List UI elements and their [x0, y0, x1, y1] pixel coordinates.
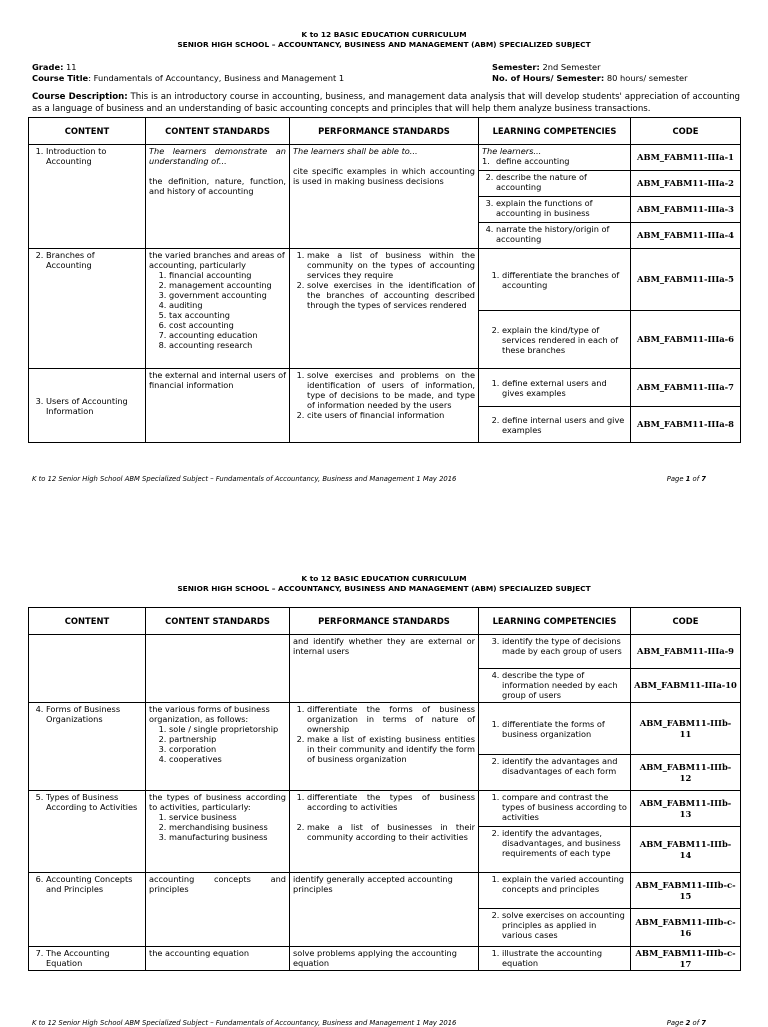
ps-text: cite specific examples in which accounting is used in making business decisions	[293, 166, 475, 187]
cs-text: the definition, nature, function, and history of accounting	[149, 176, 286, 197]
course-description-label: Course Description:	[32, 92, 128, 102]
learning-competency-cell	[479, 407, 631, 443]
course-title-label: Course Title	[32, 72, 89, 83]
learning-competency-cell	[479, 873, 631, 909]
code-cell: ABM_FABM11-IIIb-c-17	[631, 947, 741, 971]
code-cell: ABM_FABM11-IIIa-1	[631, 145, 741, 171]
page-number-of: of	[690, 1019, 702, 1027]
ps-item: 1. solve exercises and problems on the identification of users of information, type of decisions to be made, and type of information needed by the users	[307, 370, 475, 410]
content-standards-cell	[146, 791, 290, 873]
page-number-current: 2	[685, 1019, 691, 1027]
code-cell: ABM_FABM11-IIIb-11	[631, 703, 741, 755]
table-row	[29, 635, 741, 669]
code-cell: ABM_FABM11-IIIb-13	[631, 791, 741, 827]
lc-item: 2. identify the advantages, disadvantages, and business requirements of each type	[502, 828, 627, 858]
page-number	[667, 1019, 706, 1027]
content-standards-cell	[146, 369, 290, 443]
lc-item: 1. compare and contrast the types of business according to activities	[502, 792, 627, 822]
cs-item: 6. cost accounting	[169, 320, 286, 330]
lc-lead: The learners...	[482, 146, 542, 157]
code-cell: ABM_FABM11-IIIb-14	[631, 827, 741, 873]
content-item: 5. Types of Business According to Activities	[46, 792, 142, 812]
cs-item: 2. management accounting	[169, 280, 286, 290]
ps-item: 2. cite users of financial information	[307, 410, 475, 420]
code-cell: ABM_FABM11-IIIa-6	[631, 311, 741, 369]
table-row	[29, 791, 741, 827]
content-cell	[29, 791, 146, 873]
table-header-row	[29, 118, 741, 145]
content-cell	[29, 873, 146, 947]
ps-item: 1. differentiate the types of business according to activities	[307, 792, 475, 812]
content-standards-cell	[146, 145, 290, 249]
code-cell: ABM_FABM11-IIIa-7	[631, 369, 741, 407]
curriculum-subtitle: SENIOR HIGH SCHOOL – ACCOUNTANCY, BUSINESS AND MANAGEMENT (ABM) SPECIALIZED SUBJECT	[177, 583, 591, 593]
lc-item: 4. narrate the history/origin of accounting	[496, 224, 627, 244]
ps-item: 2. make a list of existing business entities in their community and identify the form of business organization	[307, 734, 475, 764]
page-number-total: 7	[701, 1019, 706, 1027]
performance-standards-cell	[290, 635, 479, 703]
curriculum-subtitle: SENIOR HIGH SCHOOL – ACCOUNTANCY, BUSINESS AND MANAGEMENT (ABM) SPECIALIZED SUBJECT	[177, 39, 591, 49]
lc-item: 4. describe the type of information needed by each group of users	[502, 670, 627, 700]
learning-competency-cell	[479, 635, 631, 669]
content-item: 1. Introduction to Accounting	[46, 146, 142, 166]
learning-competency-cell	[479, 171, 631, 197]
ps-item: 2. solve exercises in the identification of the branches of accounting described through the types of services rendered	[307, 280, 475, 310]
column-header-content-standards: CONTENT STANDARDS	[146, 118, 290, 145]
cs-text: the external and internal users of financial information	[149, 370, 286, 391]
lc-item: 2. describe the nature of accounting	[496, 172, 627, 192]
code-cell: ABM_FABM11-IIIb-12	[631, 755, 741, 791]
performance-standards-cell	[290, 145, 479, 249]
lc-item: 2. define internal users and give examples	[502, 415, 627, 435]
lc-item: 2. identify the advantages and disadvantages of each form	[502, 756, 627, 776]
code-cell: ABM_FABM11-IIIb-c-15	[631, 873, 741, 909]
column-header-code: CODE	[631, 608, 741, 635]
content-standards-cell	[146, 635, 290, 703]
performance-standards-cell	[290, 249, 479, 369]
lc-item: 1. explain the varied accounting concepts and principles	[502, 874, 627, 894]
code-cell: ABM_FABM11-IIIa-2	[631, 171, 741, 197]
curriculum-table-page-1	[28, 117, 741, 443]
learning-competency-cell	[479, 827, 631, 873]
footer-text: K to 12 Senior High School ABM Specialized Subject – Fundamentals of Accountancy, Business and Management 1 May 2016	[32, 475, 457, 483]
lc-item: 2. solve exercises on accounting principles as applied in various cases	[502, 910, 627, 940]
column-header-content: CONTENT	[29, 118, 146, 145]
learning-competency-cell	[479, 947, 631, 971]
footer-text: K to 12 Senior High School ABM Specialized Subject – Fundamentals of Accountancy, Business and Management 1 May 2016	[32, 1019, 457, 1027]
column-header-content-standards: CONTENT STANDARDS	[146, 608, 290, 635]
learning-competency-cell	[479, 669, 631, 703]
cs-item: 5. tax accounting	[169, 310, 286, 320]
cs-item: 1. sole / single proprietorship	[169, 724, 286, 734]
column-header-learning-competencies: LEARNING COMPETENCIES	[479, 118, 631, 145]
table-row	[29, 369, 741, 407]
cs-item: 2. partnership	[169, 734, 286, 744]
table-row	[29, 249, 741, 311]
cs-item: 1. service business	[169, 812, 286, 822]
course-description-text: This is an introductory course in accounting, business, and management data analysis that will develop students' appreciation of accounting as a language of business and an understanding of basic accounting concepts and principles that will help them analyze business transactions.	[32, 92, 740, 114]
document-page-2	[28, 572, 740, 1027]
semester-label: Semester:	[492, 62, 540, 72]
learning-competency-cell	[479, 311, 631, 369]
course-title-value: : Fundamentals of Accountancy, Business and Management 1	[88, 72, 345, 83]
curriculum-title: K to 12 BASIC EDUCATION CURRICULUM	[301, 30, 467, 39]
cs-item: 4. cooperatives	[169, 754, 286, 764]
code-cell: ABM_FABM11-IIIa-9	[631, 635, 741, 669]
table-row	[29, 947, 741, 971]
lc-item: 1. define external users and gives examples	[502, 378, 627, 398]
semester-value: 2nd Semester	[539, 62, 601, 72]
learning-competency-cell	[479, 369, 631, 407]
content-standards-cell: the accounting equation	[146, 947, 290, 971]
content-cell	[29, 703, 146, 791]
page-number-current: 1	[685, 475, 691, 483]
lc-item: define accounting	[496, 156, 570, 167]
grade-label: Grade:	[32, 62, 64, 72]
code-cell: ABM_FABM11-IIIa-8	[631, 407, 741, 443]
lc-item: 3. explain the functions of accounting in business	[496, 198, 627, 218]
course-meta	[28, 62, 740, 84]
code-cell: ABM_FABM11-IIIa-10	[631, 669, 741, 703]
hours-value: 80 hours/ semester	[604, 72, 688, 83]
lc-item: 1. differentiate the forms of business organization	[502, 719, 627, 739]
page-footer	[32, 475, 736, 483]
table-row	[29, 873, 741, 909]
cs-item: 1. financial accounting	[169, 270, 286, 280]
column-header-content: CONTENT	[29, 608, 146, 635]
page-number-of: of	[690, 475, 702, 483]
learning-competency-cell	[479, 249, 631, 311]
cs-item: 4. auditing	[169, 300, 286, 310]
learning-competency-cell	[479, 909, 631, 947]
content-item: 6. Accounting Concepts and Principles	[46, 874, 142, 894]
cs-text: the varied branches and areas of accounting, particularly	[149, 250, 285, 271]
curriculum-table-page-2	[28, 607, 741, 971]
content-item: 3. Users of Accounting Information	[46, 396, 142, 416]
content-item: 7. The Accounting Equation	[46, 948, 142, 968]
column-header-code: CODE	[631, 118, 741, 145]
grade-value: 11	[63, 62, 77, 72]
table-row	[29, 145, 741, 171]
page-footer	[32, 1019, 736, 1027]
lc-item: 1. illustrate the accounting equation	[502, 948, 627, 968]
page-number-prefix: Page	[666, 475, 686, 483]
lc-item: 1. differentiate the branches of accounting	[502, 270, 627, 290]
hours-label: No. of Hours/ Semester:	[492, 72, 605, 83]
cs-item: 3. government accounting	[169, 290, 286, 300]
content-cell	[29, 145, 146, 249]
page-number-total: 7	[701, 475, 706, 483]
learning-competency-cell	[479, 703, 631, 755]
learning-competency-cell	[479, 197, 631, 223]
content-cell	[29, 369, 146, 443]
performance-standards-cell	[290, 369, 479, 443]
content-item: 4. Forms of Business Organizations	[46, 704, 142, 724]
cs-lead: The learners demonstrate an understanding of...	[149, 146, 286, 167]
performance-standards-cell	[290, 873, 479, 947]
ps-item: 1. differentiate the forms of business organization in terms of nature of ownership	[307, 704, 475, 734]
performance-standards-cell	[290, 703, 479, 791]
ps-text: identify generally accepted accounting principles	[293, 874, 453, 894]
document-page-1	[28, 0, 740, 520]
column-header-performance-standards: PERFORMANCE STANDARDS	[290, 608, 479, 635]
code-cell: ABM_FABM11-IIIa-5	[631, 249, 741, 311]
table-row	[29, 703, 741, 755]
lc-item: 2. explain the kind/type of services rendered in each of these branches	[502, 325, 627, 355]
lc-item: 3. identify the type of decisions made by each group of users	[502, 636, 627, 656]
learning-competency-cell: The learners... 1. define accounting	[479, 145, 631, 171]
code-cell: ABM_FABM11-IIIa-4	[631, 223, 741, 249]
table-header-row	[29, 608, 741, 635]
ps-item: 1. make a list of business within the community on the types of accounting services they require	[307, 250, 475, 280]
content-standards-cell	[146, 873, 290, 947]
content-cell	[29, 947, 146, 971]
content-cell	[29, 635, 146, 703]
ps-text: and identify whether they are external or internal users	[293, 636, 475, 656]
column-header-performance-standards: PERFORMANCE STANDARDS	[290, 118, 479, 145]
learning-competency-cell	[479, 223, 631, 249]
cs-item: 3. manufacturing business	[169, 832, 286, 842]
content-standards-cell	[146, 249, 290, 369]
course-description	[28, 92, 740, 115]
cs-item: 2. merchandising business	[169, 822, 286, 832]
cs-item: 8. accounting research	[169, 340, 286, 350]
ps-lead: The learners shall be able to...	[293, 146, 418, 157]
code-cell: ABM_FABM11-IIIa-3	[631, 197, 741, 223]
performance-standards-cell	[290, 791, 479, 873]
cs-item: 7. accounting education	[169, 330, 286, 340]
code-cell: ABM_FABM11-IIIb-c-16	[631, 909, 741, 947]
performance-standards-cell: solve problems applying the accounting equation	[290, 947, 479, 971]
cs-text: the various forms of business organization, as follows:	[149, 704, 270, 724]
column-header-learning-competencies: LEARNING COMPETENCIES	[479, 608, 631, 635]
cs-text: accounting concepts and principles	[149, 874, 286, 894]
learning-competency-cell	[479, 755, 631, 791]
cs-text: the types of business according to activities, particularly:	[149, 792, 286, 812]
page-number	[667, 475, 706, 483]
cs-item: 3. corporation	[169, 744, 286, 754]
curriculum-title: K to 12 BASIC EDUCATION CURRICULUM	[301, 574, 467, 583]
page-number-prefix: Page	[666, 1019, 686, 1027]
learning-competency-cell	[479, 791, 631, 827]
content-cell	[29, 249, 146, 369]
content-item: 2. Branches of Accounting	[46, 250, 142, 270]
ps-item: 2. make a list of businesses in their community according to their activities	[307, 822, 475, 842]
content-standards-cell	[146, 703, 290, 791]
